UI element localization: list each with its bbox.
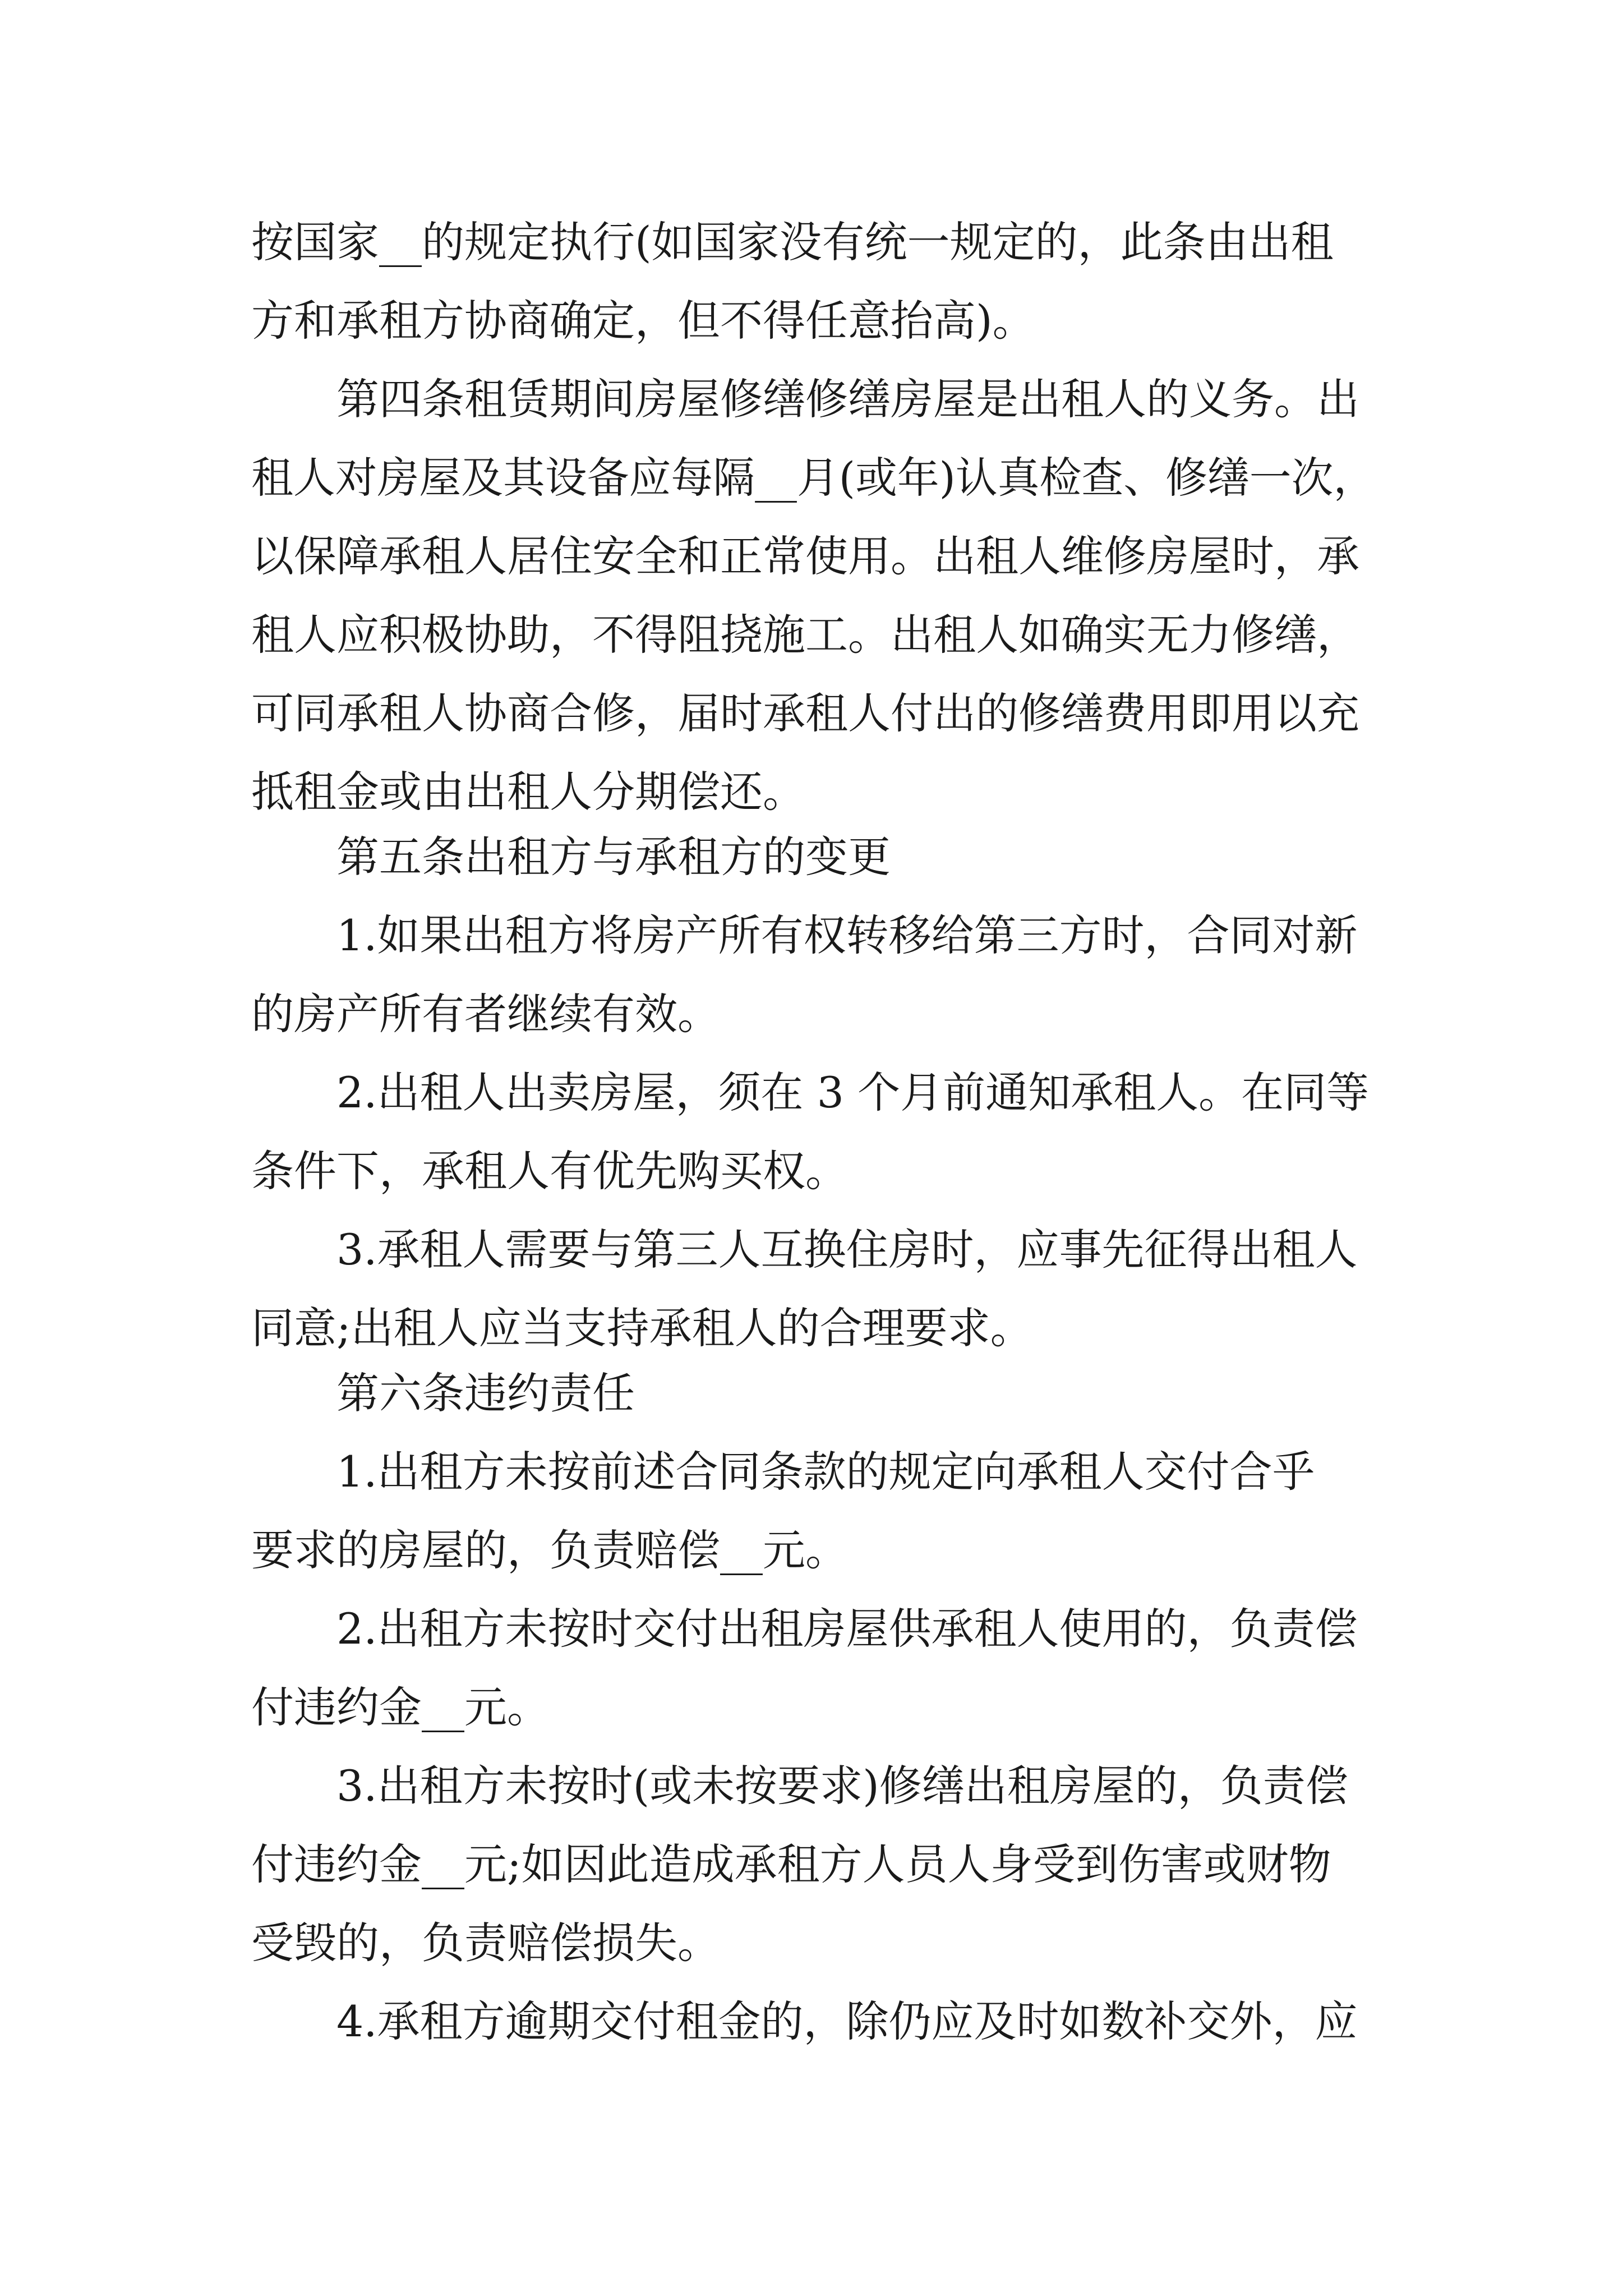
- text-line: 3.承租人需要与第三人互换住房时，应事先征得出租人: [336, 1225, 1358, 1274]
- text-line: 方和承租方协商确定，但不得任意抬高)。: [251, 296, 1035, 346]
- text-line: 的房产所有者继续有效。: [251, 989, 720, 1039]
- section-heading: 第六条违约责任: [336, 1368, 635, 1418]
- text-line: 按国家__的规定执行(如国家没有统一规定的，此条由出租: [251, 217, 1334, 267]
- text-line: 第四条租赁期间房屋修缮修缮房屋是出租人的义务。出: [336, 374, 1359, 424]
- text-line: 2.出租人出卖房屋，须在 3 个月前通知承租人。在同等: [336, 1068, 1370, 1117]
- text-line: 条件下，承租人有优先购买权。: [251, 1146, 848, 1196]
- text-line: 2.出租方未按时交付出租房屋供承租人使用的，负责偿: [336, 1604, 1358, 1654]
- text-line: 可同承租人协商合修，届时承租人付出的修缮费用即用以充: [251, 688, 1359, 738]
- text-line: 付违约金__元。: [251, 1682, 550, 1732]
- text-line: 同意;出租人应当支持承租人的合理要求。: [251, 1303, 1033, 1353]
- text-line: 租人应积极协助，不得阻挠施工。出租人如确实无力修缮，: [251, 610, 1359, 660]
- text-line: 1.出租方未按前述合同条款的规定向承租人交付合乎: [336, 1447, 1315, 1497]
- text-line: 付违约金__元;如因此造成承租方人员人身受到伤害或财物: [251, 1839, 1331, 1889]
- section-heading: 第五条出租方与承租方的变更: [336, 832, 891, 882]
- text-line: 抵租金或由出租人分期偿还。: [251, 767, 805, 817]
- text-line: 要求的房屋的，负责赔偿__元。: [251, 1525, 848, 1575]
- text-line: 3.出租方未按时(或未按要求)修缮出租房屋的，负责偿: [336, 1761, 1348, 1811]
- text-line: 4.承租方逾期交付租金的，除仍应及时如数补交外，应: [336, 1996, 1358, 2046]
- text-line: 受毁的，负责赔偿损失。: [251, 1918, 720, 1968]
- text-line: 1.如果出租方将房产所有权转移给第三方时，合同对新: [336, 910, 1358, 960]
- text-line: 以保障承租人居住安全和正常使用。出租人维修房屋时，承: [251, 531, 1359, 581]
- text-line: 租人对房屋及其设备应每隔__月(或年)认真检查、修缮一次，: [251, 453, 1376, 503]
